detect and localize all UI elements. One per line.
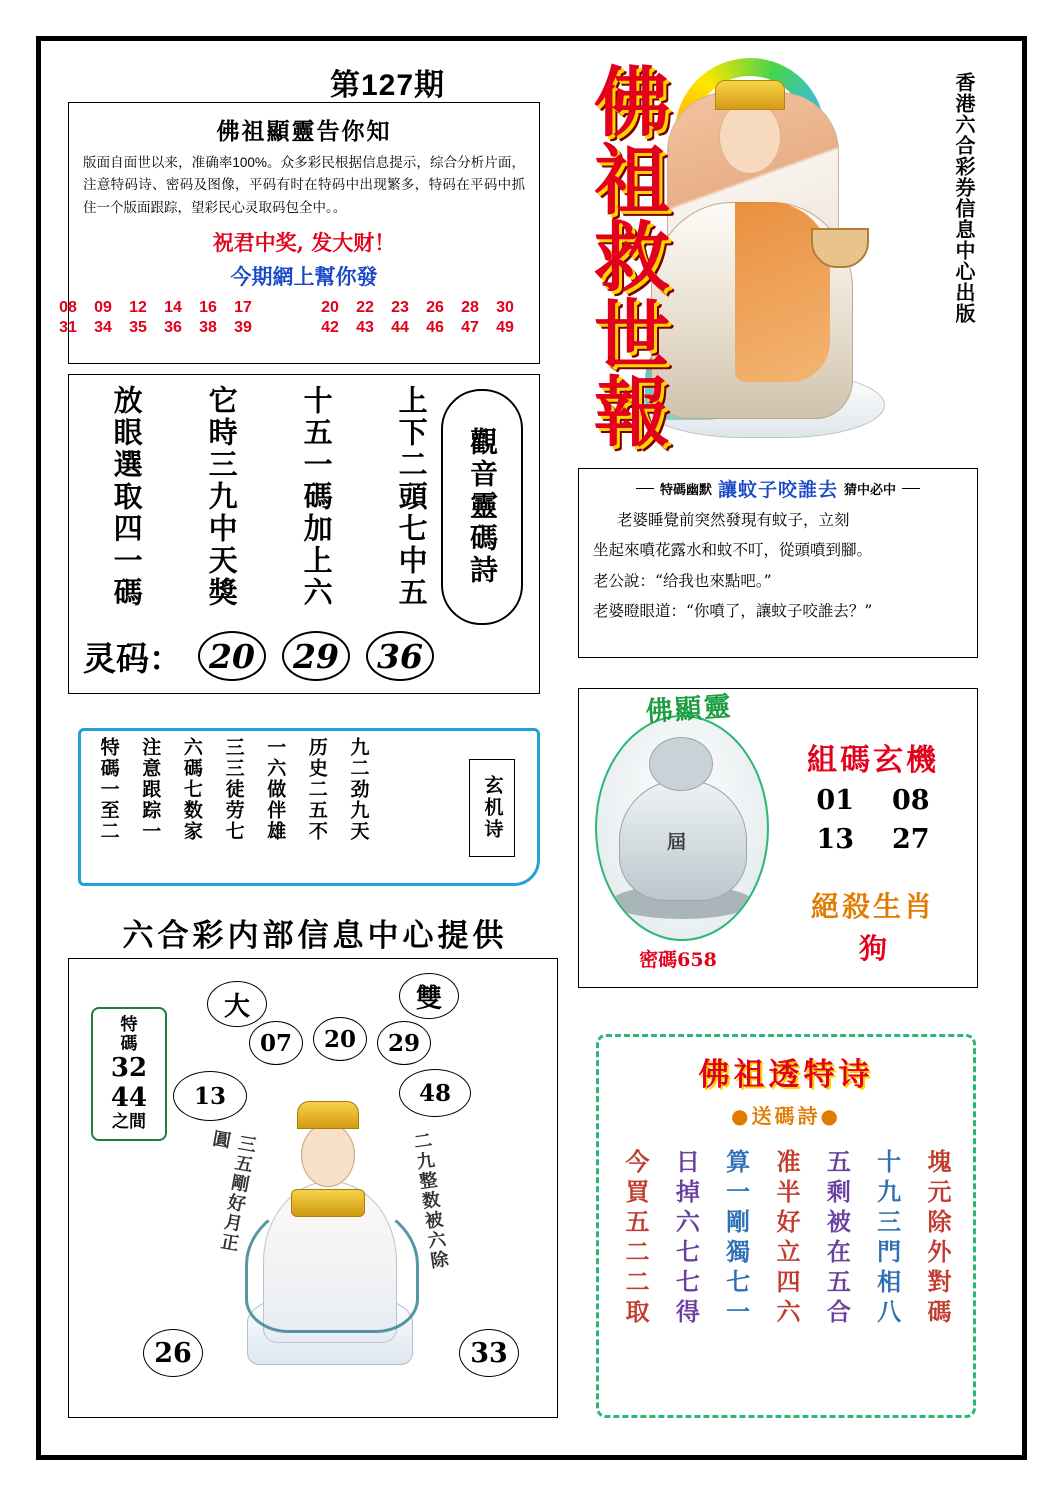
oval-number: 29 bbox=[377, 1021, 431, 1065]
number: 34 bbox=[94, 318, 112, 336]
wish-text: 祝君中奖, 发大财！ bbox=[212, 229, 396, 255]
number: 23 bbox=[391, 298, 409, 316]
number: 17 bbox=[234, 298, 252, 316]
number-col-right bbox=[319, 299, 551, 337]
special-poem-column: 塊元除外對碼 bbox=[922, 1149, 952, 1329]
buddha-word: 屆 bbox=[667, 831, 687, 853]
number: 08 bbox=[59, 298, 77, 316]
oval-number: 13 bbox=[173, 1071, 247, 1121]
group-code-numbers bbox=[775, 785, 971, 863]
xuanji-seal bbox=[469, 759, 515, 857]
group-code-row bbox=[775, 824, 971, 855]
bodhisattva-illustration bbox=[239, 1077, 419, 1377]
basket-icon bbox=[811, 228, 869, 268]
special-code-range-badge bbox=[91, 1007, 167, 1141]
lucky-code-ball: 36 bbox=[366, 631, 434, 681]
special-poem-column: 五剩被在五合 bbox=[822, 1149, 852, 1329]
oval-number: 20 bbox=[313, 1017, 367, 1061]
number: 20 bbox=[321, 298, 339, 316]
group-code-title: 組碼玄機 bbox=[807, 743, 939, 778]
number: 43 bbox=[356, 318, 374, 336]
tekma-between: 之間 bbox=[112, 1111, 146, 1132]
figure-crown bbox=[297, 1101, 359, 1129]
xuanji-column: 特碼一至二 bbox=[97, 737, 120, 842]
group-code-number: 01 bbox=[816, 785, 854, 816]
special-poem-column: 日掉六七七得 bbox=[671, 1149, 701, 1329]
number: 35 bbox=[129, 318, 147, 336]
xuanji-column: 六碼七数家 bbox=[180, 737, 203, 842]
tekma-to: 44 bbox=[110, 1082, 148, 1113]
xuanji-columns bbox=[95, 737, 370, 877]
joke-left-tag: 特碼幽默 bbox=[659, 482, 712, 497]
number: 28 bbox=[461, 298, 479, 316]
special-poem-column: 十九三門相八 bbox=[872, 1149, 902, 1329]
group-code-number: 08 bbox=[892, 785, 930, 816]
joke-header bbox=[579, 475, 977, 502]
joke-line: 老婆睡覺前突然發現有蚊子，立刻 bbox=[617, 511, 850, 529]
poem-column: 上下二頭七中五 bbox=[394, 385, 429, 609]
kill-zodiac-value: 狗 bbox=[858, 932, 887, 965]
masthead-char: 佛 bbox=[594, 58, 670, 147]
joke-line: 老公說：“给我也來點吧。” bbox=[593, 571, 772, 590]
number: 30 bbox=[496, 298, 514, 316]
figure-scarf bbox=[245, 1197, 419, 1333]
xuanji-column: 注意跟踪一 bbox=[139, 737, 162, 842]
kill-zodiac-label: 絕殺生肖 bbox=[810, 890, 935, 923]
group-code-number: 13 bbox=[816, 824, 854, 855]
number: 36 bbox=[164, 318, 182, 336]
special-poem-column: 算一剛獨七一 bbox=[721, 1149, 751, 1329]
figure-gold-band bbox=[291, 1189, 365, 1217]
center-title: 六合彩内部信息中心提供 bbox=[122, 918, 508, 954]
masthead-char: 救 bbox=[594, 213, 670, 303]
oval-bottom-right: 33 bbox=[459, 1329, 519, 1377]
notice-title: 佛祖顯靈告你知 bbox=[216, 118, 392, 144]
rule-right bbox=[902, 488, 920, 489]
number: 39 bbox=[234, 318, 252, 336]
special-poem-column: 准半好立四六 bbox=[771, 1149, 801, 1329]
number: 42 bbox=[321, 318, 339, 336]
xuanji-column: 历史二五不 bbox=[305, 737, 328, 842]
joke-right-tag: 猜中必中 bbox=[844, 482, 897, 497]
fo-xian-ling-text: 佛顯靈 bbox=[644, 690, 734, 728]
help-text: 今期網上幫你發 bbox=[230, 263, 378, 289]
rule-left bbox=[636, 488, 654, 489]
xuanji-column: 三三徒劳七 bbox=[222, 737, 245, 842]
lucky-number-grid bbox=[59, 298, 539, 337]
tekma-label-2: 碼 bbox=[120, 1034, 138, 1055]
oval-double: 雙 bbox=[399, 973, 459, 1019]
poem-column: 放眼選取四一碼 bbox=[109, 385, 144, 609]
number: 46 bbox=[426, 318, 444, 336]
buddha-head bbox=[649, 737, 713, 791]
group-code-row bbox=[775, 785, 971, 816]
oval-big: 大 bbox=[207, 981, 267, 1027]
secret-code-text: 密碼658 bbox=[639, 949, 717, 971]
special-poem-title: 佛祖透特诗 bbox=[698, 1057, 874, 1093]
guanyin-seal bbox=[441, 389, 523, 625]
xuanji-column: 九二劲九天 bbox=[347, 737, 370, 842]
guanyin-poem-box bbox=[68, 374, 540, 694]
number: 22 bbox=[356, 298, 374, 316]
notice-body: 版面自面世以来，准确率100%。众多彩民根据信息提示，综合分析片面，注意特码诗、密码及图像，平码有时在特码中出现繁多，特码在平码中抓住一个版面跟踪，望彩民心灵取码包全中。。 bbox=[83, 155, 525, 215]
joke-box bbox=[578, 468, 978, 658]
vertical-text-right: 二九整数被六除 bbox=[409, 1130, 450, 1272]
special-poem-column: 今買五二二取 bbox=[621, 1149, 650, 1329]
guanyin-seal-text: 觀音靈碼詩 bbox=[466, 427, 499, 587]
joke-line: 坐起來噴花露水和蚊不叮，從頭噴到腳。 bbox=[593, 541, 873, 560]
vertical-text-left: 三五剛好月正圓 bbox=[208, 1127, 258, 1255]
lucky-code-ball: 29 bbox=[282, 631, 350, 681]
number: 16 bbox=[199, 298, 217, 316]
masthead-char: 祖 bbox=[594, 135, 670, 225]
joke-line: 老婆瞪眼道：“你噴了，讓蚊子咬誰去？” bbox=[593, 601, 873, 620]
group-code-number: 27 bbox=[892, 824, 930, 855]
prediction-picture-box bbox=[68, 958, 558, 1418]
figure-crown bbox=[715, 80, 785, 110]
special-poem-box bbox=[596, 1034, 976, 1418]
publisher-text: 香港六合彩券信息中心出版 bbox=[952, 72, 974, 324]
joke-title: 讓蚊子咬誰去 bbox=[717, 479, 838, 501]
poem-column: 十五一碼加上六 bbox=[299, 385, 334, 609]
number: 14 bbox=[164, 298, 182, 316]
poem-column: 它時三九中天獎 bbox=[204, 385, 239, 609]
xuanji-column: 一六做伴雄 bbox=[264, 737, 287, 842]
issue-title: 第127期 bbox=[330, 69, 446, 102]
tekma-from: 32 bbox=[110, 1053, 148, 1084]
number: 09 bbox=[94, 298, 112, 316]
guanyin-poem-columns bbox=[79, 385, 459, 615]
number: 38 bbox=[199, 318, 217, 336]
masthead-char: 報 bbox=[594, 368, 670, 458]
lucky-code-label: 灵码： bbox=[83, 638, 182, 678]
number: 47 bbox=[461, 318, 479, 336]
oval-number: 07 bbox=[249, 1021, 303, 1065]
oval-number: 48 bbox=[399, 1069, 471, 1117]
number: 49 bbox=[496, 318, 514, 336]
number: 26 bbox=[426, 298, 444, 316]
oval-bottom-left: 26 bbox=[143, 1329, 203, 1377]
number: 31 bbox=[59, 318, 77, 336]
tekma-label-1: 特 bbox=[120, 1015, 138, 1036]
number-col-left bbox=[57, 299, 289, 337]
lucky-code-row bbox=[83, 631, 434, 681]
special-poem-subtitle: ●送碼詩● bbox=[731, 1104, 841, 1128]
figure-head bbox=[719, 100, 781, 174]
xuanji-seal-text: 玄机诗 bbox=[481, 775, 503, 841]
number: 44 bbox=[391, 318, 409, 336]
number: 12 bbox=[129, 298, 147, 316]
lucky-code-ball: 20 bbox=[198, 631, 266, 681]
group-code-box bbox=[578, 688, 978, 988]
special-poem-grid bbox=[617, 1149, 955, 1329]
xuanji-poem-box bbox=[78, 728, 540, 886]
buddha-illustration bbox=[595, 715, 769, 941]
figure-head bbox=[301, 1123, 355, 1187]
masthead-char: 世 bbox=[594, 290, 670, 380]
notice-box bbox=[59, 102, 540, 364]
